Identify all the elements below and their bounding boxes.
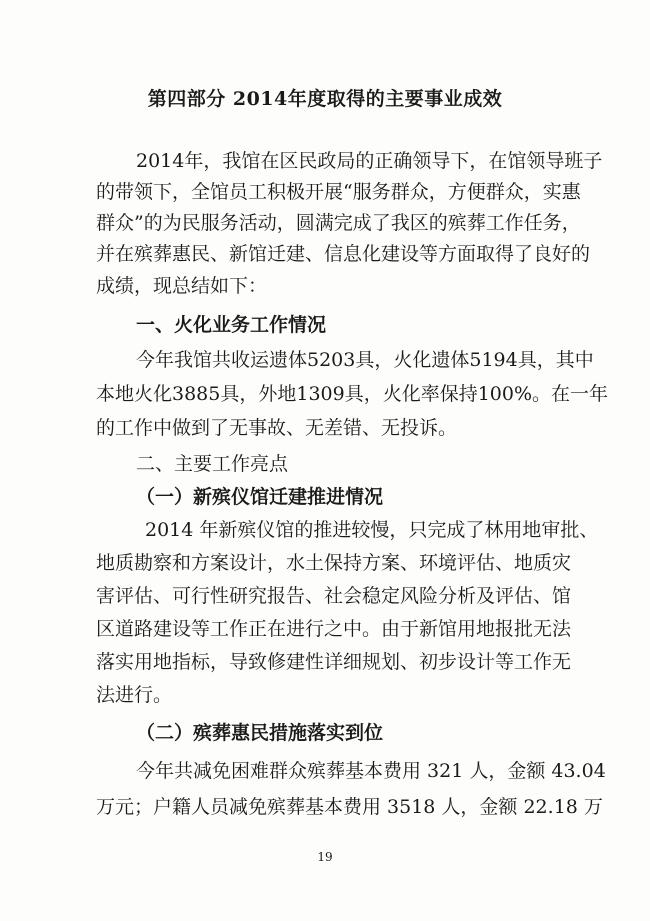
paragraph-line: 的带领下，全馆员工积极开展“服务群众，方便群众，实惠 — [96, 181, 581, 203]
paragraph-line: 害评估、可行性研究报告、社会稳定风险分析及评估、馆 — [96, 585, 572, 607]
paragraph-line: 本地火化3885具，外地1309具，火化率保持100%。在一年 — [96, 383, 609, 405]
paragraph-line: 区道路建设等工作正在进行之中。由于新馆用地报批无法 — [96, 618, 572, 640]
heading: 一、火化业务工作情况 — [136, 314, 327, 336]
paragraph-line: 今年我馆共收运遗体5203具，火化遗体5194具，其中 — [136, 349, 594, 371]
paragraph-line: 2014 年新殡仪馆的推进较慢，只完成了林用地审批、 — [145, 519, 599, 541]
page-number: 19 — [317, 850, 333, 864]
subheading: （一）新殡仪馆迁建推进情况 — [136, 486, 384, 508]
paragraph-line: 法进行。 — [96, 684, 173, 706]
section-title: 第四部分 2014年度取得的主要事业成效 — [147, 88, 503, 110]
paragraph-line: 2014年，我馆在区民政局的正确领导下，在馆领导班子 — [136, 150, 603, 172]
paragraph-line: 群众”的为民服务活动，圆满完成了我区的殡葬工作任务， — [96, 212, 581, 234]
paragraph-line: 并在殡葬惠民、新馆迁建、信息化建设等方面取得了良好的 — [96, 243, 591, 265]
heading: 二、主要工作亮点 — [136, 453, 289, 475]
paragraph-line: 地质勘察和方案设计，水土保持方案、环境评估、地质灾 — [96, 552, 572, 574]
paragraph-line: 落实用地指标，导致修建性详细规划、初步设计等工作无 — [96, 651, 572, 673]
paragraph-line: 成绩，现总结如下： — [96, 275, 268, 297]
subheading: （二）殡葬惠民措施落实到位 — [136, 722, 384, 744]
paragraph-line: 今年共减免困难群众殡葬基本费用 321 人，金额 43.04 — [136, 760, 606, 782]
paragraph-line: 的工作中做到了无事故、无差错、无投诉。 — [96, 417, 458, 439]
paragraph-line: 万元；户籍人员减免殡葬基本费用 3518 人，金额 22.18 万 — [96, 796, 603, 818]
